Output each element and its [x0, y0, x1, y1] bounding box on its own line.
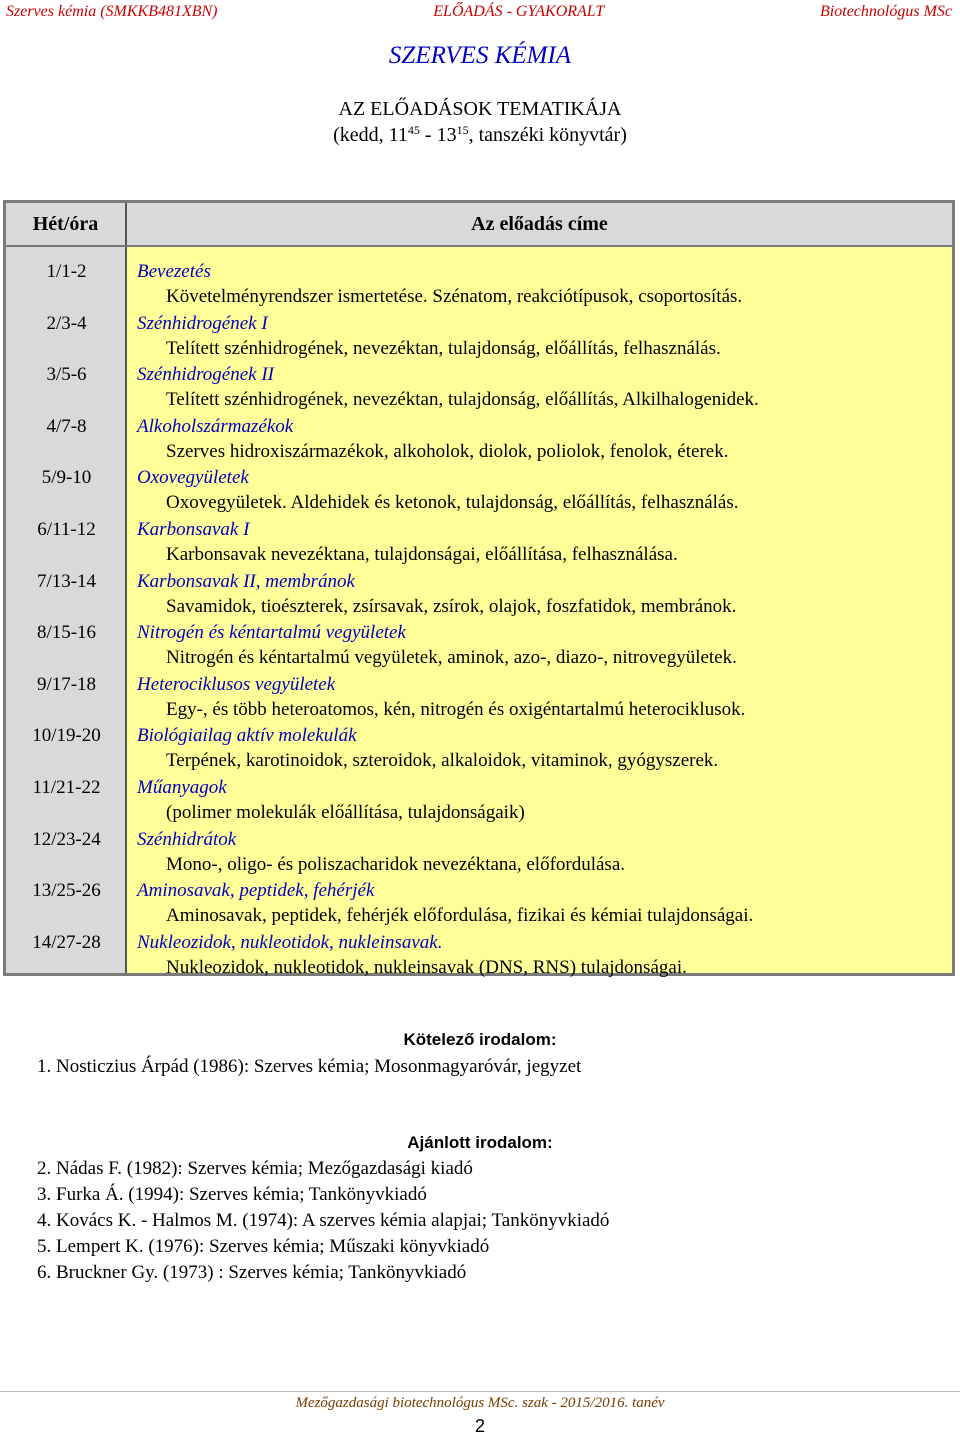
footer-divider: [0, 1391, 960, 1392]
topic-title: Nitrogén és kéntartalmú vegyületek: [137, 622, 406, 644]
table-row: [6, 362, 952, 414]
header-course: Szerves kémia (SMKKB481XBN): [6, 3, 218, 20]
topic-title: Szénhidrátok: [137, 828, 237, 850]
topic-title: Műanyagok: [137, 776, 227, 798]
topic-description: Nitrogén és kéntartalmú vegyületek, aminok, azo-, diazo-, nitrovegyületek.: [166, 647, 737, 669]
column-header-title: Az előadás címe: [471, 212, 608, 235]
week-cell: 4/7-8: [46, 415, 87, 437]
topic-title: Aminosavak, peptidek, fehérjék: [137, 880, 375, 902]
subtitle-time-end: - 13: [419, 124, 457, 146]
table-row: [6, 414, 952, 466]
topic-title: Szénhidrogének II: [137, 364, 274, 386]
week-cell: 7/13-14: [36, 570, 97, 592]
table-row: [6, 465, 952, 517]
recommended-literature-item: 5. Lempert K. (1976): Szerves kémia; Műszaki könyvkiadó: [37, 1236, 490, 1257]
topic-description: Nukleozidok, nukleotidok, nukleinsavak (DNS, RNS) tulajdonságai.: [166, 956, 687, 978]
topic-title: Szénhidrogének I: [137, 312, 268, 334]
table-row: [6, 569, 952, 621]
page-number: 2: [474, 1416, 485, 1436]
required-literature-heading: Kötelező irodalom:: [403, 1030, 557, 1049]
recommended-literature-item: 4. Kovács K. - Halmos M. (1974): A szerves kémia alapjai; Tankönyvkiadó: [37, 1210, 610, 1231]
required-literature-item: 1. Nosticzius Árpád (1986): Szerves kémia; Mosonmagyaróvár, jegyzet: [37, 1056, 582, 1077]
subtitle-sup-start: 45: [407, 123, 420, 137]
table-row: [6, 775, 952, 827]
column-header-week: Hét/óra: [6, 203, 127, 245]
topic-description: Egy-, és több heteroatomos, kén, nitrogén és oxigéntartalmú heterociklusok.: [166, 698, 746, 720]
table-row: [6, 723, 952, 775]
table-body: [6, 259, 952, 981]
week-cell: 11/21-22: [32, 776, 101, 798]
week-cell: 14/27-28: [32, 931, 101, 953]
table-row: [6, 620, 952, 672]
subtitle-sup-end: 15: [456, 123, 469, 137]
week-cell: 8/15-16: [36, 622, 97, 644]
topic-title: Biológiailag aktív molekulák: [137, 725, 357, 747]
lecture-schedule-table: [3, 200, 955, 976]
week-cell: 5/9-10: [41, 467, 92, 489]
subtitle-line-2: [0, 122, 960, 148]
subtitle-time-start: (kedd, 11: [333, 124, 408, 146]
topic-title: Karbonsavak I: [137, 518, 250, 540]
topic-description: Aminosavak, peptidek, fehérjék előfordulása, fizikai és kémiai tulajdonságai.: [166, 905, 754, 927]
recommended-literature-item: 3. Furka Á. (1994): Szerves kémia; Tankönyvkiadó: [37, 1184, 427, 1205]
week-cell: 10/19-20: [32, 725, 101, 747]
week-cell: 6/11-12: [37, 518, 96, 540]
topic-description: Szerves hidroxiszármazékok, alkoholok, diolok, poliolok, fenolok, éterek.: [166, 440, 729, 462]
topic-description: Követelményrendszer ismertetése. Szénatom, reakciótípusok, csoportosítás.: [166, 286, 743, 307]
table-row: [6, 827, 952, 879]
table-row: [6, 259, 952, 311]
recommended-literature-item: 6. Bruckner Gy. (1973) : Szerves kémia; Tankönyvkiadó: [37, 1262, 467, 1283]
subtitle-line-1: AZ ELŐADÁSOK TEMATIKÁJA: [338, 98, 622, 120]
week-cell: 2/3-4: [46, 312, 87, 334]
topic-title: Nukleozidok, nukleotidok, nukleinsavak.: [137, 931, 443, 953]
topic-description: Telített szénhidrogének, nevezéktan, tulajdonság, előállítás, felhasználás.: [166, 337, 721, 359]
header-program: Biotechnológus MSc: [820, 3, 952, 20]
week-cell: 12/23-24: [32, 828, 101, 850]
header-type: ELŐADÁS - GYAKORALT: [433, 3, 605, 20]
topic-description: Oxovegyületek. Aldehidek és ketonok, tulajdonság, előállítás, felhasználás.: [166, 492, 739, 514]
topic-title: Alkoholszármazékok: [137, 415, 294, 437]
page-header: [0, 0, 960, 24]
topic-title: Oxovegyületek: [137, 467, 249, 489]
subtitle-location: , tanszéki könyvtár): [468, 124, 627, 146]
week-cell: 3/5-6: [46, 364, 87, 386]
page-footer: Mezőgazdasági biotechnológus MSc. szak - 2015/2016. tanév: [295, 1395, 665, 1411]
topic-description: Mono-, oligo- és poliszacharidok nevezéktana, előfordulása.: [166, 853, 626, 875]
week-cell: 1/1-2: [46, 261, 87, 282]
week-cell: 9/17-18: [36, 673, 97, 695]
table-row: [6, 878, 952, 930]
document-subtitle: [0, 96, 960, 148]
table-row: [6, 517, 952, 569]
topic-title: Bevezetés: [137, 261, 211, 282]
recommended-literature-heading: Ajánlott irodalom:: [407, 1133, 553, 1152]
table-row: [6, 672, 952, 724]
topic-title: Karbonsavak II, membránok: [137, 570, 355, 592]
topic-title: Heterociklusos vegyületek: [137, 673, 336, 695]
recommended-literature-item: 2. Nádas F. (1982): Szerves kémia; Mezőgazdasági kiadó: [37, 1158, 473, 1179]
topic-description: Savamidok, tioészterek, zsírsavak, zsírok, olajok, foszfatidok, membránok.: [166, 595, 737, 617]
topic-description: Terpének, karotinoidok, szteroidok, alkaloidok, vitaminok, gyógyszerek.: [166, 750, 719, 772]
document-title: SZERVES KÉMIA: [388, 42, 572, 69]
table-row: [6, 311, 952, 363]
topic-description: Karbonsavak nevezéktana, tulajdonságai, előállítása, felhasználása.: [166, 543, 678, 565]
table-header-row: [6, 203, 952, 247]
table-row: [6, 930, 952, 982]
topic-description: (polimer molekulák előállítása, tulajdonságaik): [166, 801, 525, 823]
topic-description: Telített szénhidrogének, nevezéktan, tulajdonság, előállítás, Alkilhalogenidek.: [166, 389, 759, 411]
week-cell: 13/25-26: [32, 880, 101, 902]
